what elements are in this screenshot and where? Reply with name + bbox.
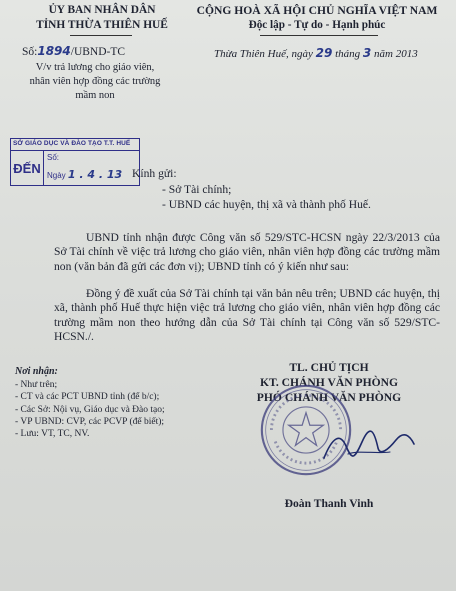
signer-name: Đoàn Thanh Vinh [284, 497, 374, 510]
handwritten-month: 3 [362, 46, 372, 60]
recipient-line1: - Sở Tài chính; [162, 183, 232, 196]
signature-line1: TL. CHỦ TỊCH [289, 361, 369, 374]
document-number: Số:1894/UBND-TC [22, 44, 126, 58]
receiver-item: - Lưu: VT, TC, NV. [15, 429, 90, 440]
motto-underline [260, 35, 378, 36]
body-paragraph-2: Đồng ý đề xuất của Sở Tài chính tại văn bản nêu trên; UBND các huyện, thị xã, thành phố Huế thực hiện việc trả lương cho giáo viên, nhân viên hợp đồng các trường mầm non theo hướng dẫn của Sở Tài chính tại Công văn số 529/STC-HCSN./. [54, 287, 440, 344]
nation-title: CỘNG HOÀ XÃ HỘI CHỦ NGHĨA VIỆT NAM [196, 4, 438, 17]
signature-line3: PHÓ CHÁNH VĂN PHÒNG [256, 391, 402, 404]
subject-line1: V/v trả lương cho giáo viên, [35, 62, 155, 73]
stamp-so-label: Số: [47, 153, 60, 162]
agency-underline [70, 35, 132, 36]
receivers-block [15, 366, 165, 440]
handwritten-number: 1894 [37, 44, 71, 58]
body-paragraph-1: UBND tỉnh nhận được Công văn số 529/STC-HCSN ngày 22/3/2013 của Sở Tài chính về việc trả lương cho giáo viên, nhân viên hợp đồng các trường mầm non (văn bản đã gửi các đơn vị); UBND tỉnh có ý kiến như sau: [54, 231, 440, 273]
receiver-item: - Như trên; [15, 380, 58, 391]
handwritten-day: 29 [315, 46, 333, 60]
receivers-title: Nơi nhận: [15, 366, 58, 377]
receiver-item: - VP UBND: CVP, các PCVP (để biết); [15, 416, 165, 427]
subject-line3: mầm non [75, 90, 115, 101]
agency-line1: ỦY BAN NHÂN DÂN [48, 4, 156, 16]
kinh-gui-label: Kính gửi: [132, 167, 177, 180]
subject-line2: nhân viên hợp đồng các trường [29, 76, 161, 87]
stamp-title: SỞ GIÁO DỤC VÀ ĐÀO TẠO T.T. HUẾ [13, 140, 131, 147]
recipient-line2: - UBND các huyện, thị xã và thành phố Huế. [162, 198, 371, 211]
receiver-item: - Các Sở: Nội vụ, Giáo dục và Đào tạo; [15, 404, 165, 415]
agency-line2: TỈNH THỪA THIÊN HUẾ [36, 19, 168, 31]
received-stamp [10, 138, 140, 186]
handwritten-signature-icon [318, 420, 418, 470]
motto: Độc lập - Tự do - Hạnh phúc [248, 19, 386, 31]
receiver-item: - CT và các PCT UBND tỉnh (để b/c); [15, 392, 160, 403]
stamp-handwritten-date: 1 . 4 . 13 [67, 168, 123, 181]
stamp-den: ĐẾN [11, 151, 44, 185]
stamp-ngay: Ngày 1 . 4 . 13 [47, 168, 123, 181]
date-line: Thừa Thiên Huế, ngày 29 tháng 3 năm 2013 [214, 46, 418, 60]
signature-line2: KT. CHÁNH VĂN PHÒNG [259, 376, 399, 389]
